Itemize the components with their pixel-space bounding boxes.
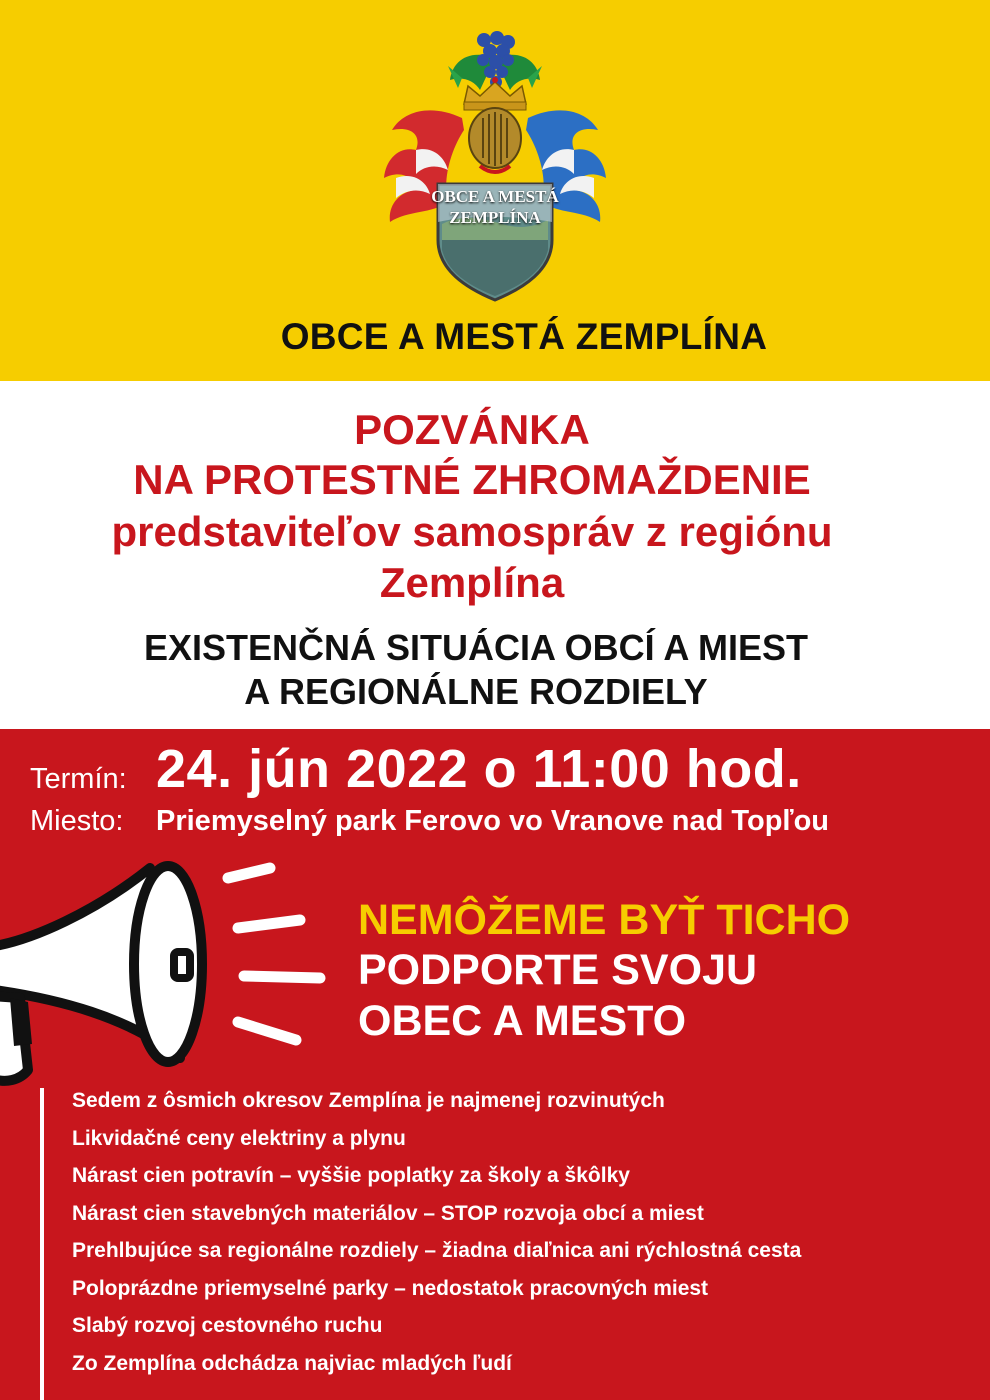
fact-item: Likvidačné ceny elektriny a plynu (72, 1126, 406, 1150)
slogan-line-1: NEMÔŽEME BYŤ TICHO (358, 896, 851, 944)
facts-divider (40, 1088, 44, 1400)
facts-list (72, 1085, 801, 1385)
fact-item: Sedem z ôsmich okresov Zemplína je najmenej rozvinutých (72, 1089, 665, 1112)
topic-line-2: A REGIONÁLNE ROZDIELY (244, 671, 708, 712)
organization-title: OBCE A MESTÁ ZEMPLÍNA (280, 316, 768, 357)
invitation-line-2: NA PROTESTNÉ ZHROMAŽDENIE (133, 456, 811, 503)
date-label: Termín: (30, 763, 127, 795)
fact-item: Prehlbujúce sa regionálne rozdiely – žiadna diaľnica ani rýchlostná cesta (72, 1239, 802, 1262)
place-label: Miesto: (30, 805, 124, 837)
coat-of-arms-logo (352, 18, 638, 304)
slogan-line-3: OBEC A MESTO (358, 997, 687, 1045)
megaphone-icon (0, 848, 330, 1108)
fact-item: Zo Zemplína odchádza najviac mladých ľudí (72, 1351, 512, 1375)
fact-item: Nárast cien stavebných materiálov – STOP rozvoja obcí a miest (72, 1201, 704, 1225)
topic-line-1: EXISTENČNÁ SITUÁCIA OBCÍ A MIEST (143, 627, 809, 668)
invitation-line-4: Zemplína (379, 559, 565, 606)
date-value: 24. jún 2022 o 11:00 hod. (156, 739, 802, 799)
fact-item: Nárast cien potravín – vyššie poplatky za školy a škôlky (72, 1164, 630, 1187)
place-value: Priemyselný park Ferovo vo Vranove nad Topľou (156, 805, 830, 837)
fact-item: Slabý rozvoj cestovného ruchu (72, 1314, 383, 1337)
slogan-line-2: PODPORTE SVOJU (358, 946, 758, 994)
header-band (0, 0, 990, 381)
invitation-line-3: predstaviteľov samospráv z regiónu (111, 508, 833, 555)
invitation-title: POZVÁNKA (354, 406, 590, 453)
crest-caption (398, 186, 592, 228)
fact-item: Poloprázdne priemyselné parky – nedostatok pracovných miest (72, 1276, 709, 1300)
crest-caption-line2: ZEMPLÍNA (449, 208, 541, 227)
crest-caption-line1: OBCE A MESTÁ (431, 187, 559, 206)
